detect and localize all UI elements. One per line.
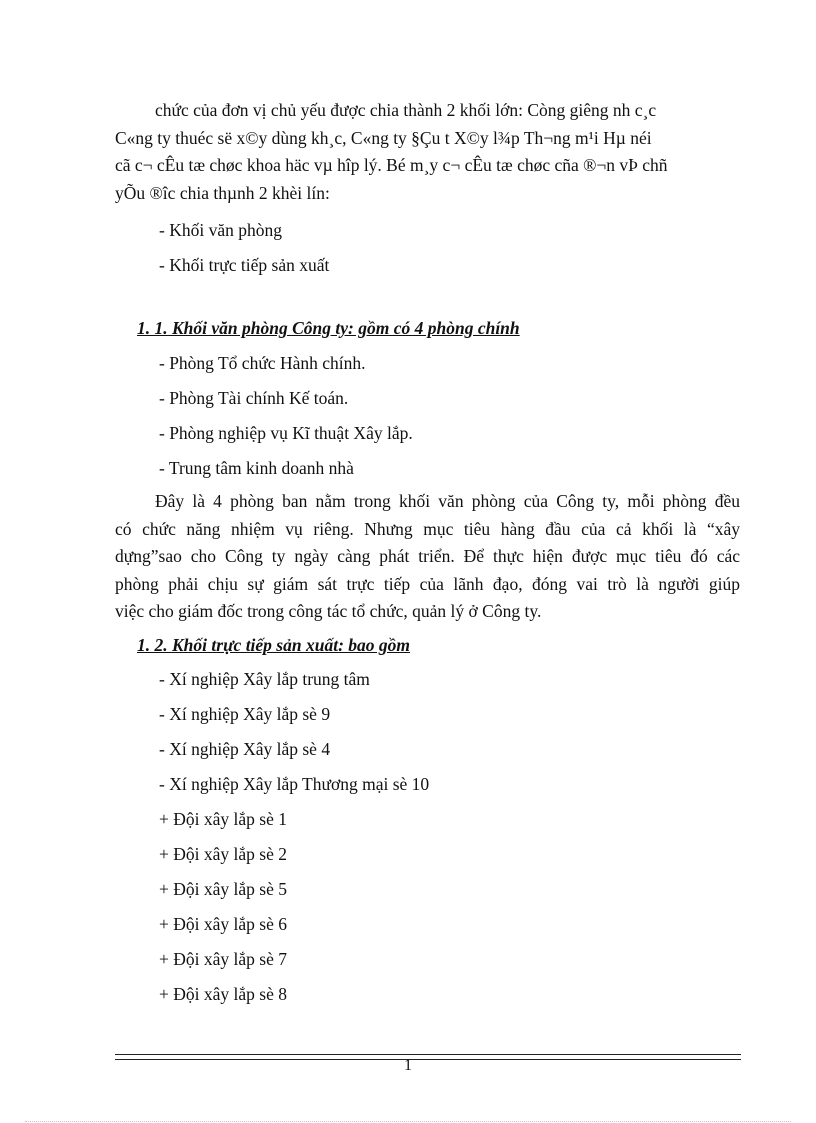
intro-line: cã c¬ cÊu tæ chøc khoa häc vµ hîp lý. Bé m¸y c¬ cÊu tæ chøc cña ®¬n vÞ chñ [115,155,668,175]
list-item: + Đội xây lắp sè 1 [159,809,287,829]
paragraph-line: việc cho giám đốc trong công tác tổ chức, quản lý ở Công ty. [115,601,542,621]
list-item: - Khối văn phòng [159,220,282,240]
page-number: 1 [404,1057,412,1074]
section-heading: 1. 1. Khối văn phòng Công ty: gồm có 4 phòng chính [137,318,520,338]
intro-line: yÕu ®îc chia thµnh 2 khèi lín: [115,182,330,203]
list-item: + Đội xây lắp sè 8 [159,984,287,1004]
paragraph-line: Đây là 4 phòng ban nằm trong khối văn phòng của Công ty, mỗi phòng đều [155,491,740,511]
list-item: + Đội xây lắp sè 7 [159,949,287,969]
intro-line: chức của đơn vị chủ yếu được chia thành 2 khối lớn: Còng giêng nh c¸c [155,100,657,120]
list-item: - Xí nghiệp Xây lắp trung tâm [159,669,370,689]
paragraph-line: có chức năng nhiệm vụ riêng. Nhưng mục tiêu hàng đầu của cả khối là “xây [115,518,740,539]
list-item: - Xí nghiệp Xây lắp Thương mại sè 10 [159,774,430,794]
list-item: - Phòng nghiệp vụ Kĩ thuật Xây lắp. [159,423,413,443]
paragraph-line: phòng phải chịu sự giám sát trực tiếp của lãnh đạo, đóng vai trò là người giúp [115,573,740,594]
list-item: + Đội xây lắp sè 2 [159,844,287,864]
page-edge-divider [25,1121,791,1122]
list-item: - Khối trực tiếp sản xuất [159,255,330,275]
list-item: - Phòng Tổ chức Hành chính. [159,353,366,373]
list-item: - Trung tâm kinh doanh nhà [159,458,354,478]
intro-paragraph [115,97,740,207]
list-item: - Phòng Tài chính Kế toán. [159,388,349,408]
list-item: + Đội xây lắp sè 6 [159,914,287,934]
section1-paragraph [115,488,740,626]
list-item: - Xí nghiệp Xây lắp sè 9 [159,704,331,724]
paragraph-line: dựng”sao cho Công ty ngày càng phát triển. Để thực hiện được mục tiêu đó các [115,546,740,566]
intro-line: C«ng ty thuéc së x©y dùng kh¸c, C«ng ty §Çu t X©y l¾p Th¬ng m¹i Hµ néi [115,127,652,148]
list-item: - Xí nghiệp Xây lắp sè 4 [159,739,331,759]
list-item: + Đội xây lắp sè 5 [159,879,287,899]
section-heading: 1. 2. Khối trực tiếp sản xuất: bao gồm [137,635,411,655]
